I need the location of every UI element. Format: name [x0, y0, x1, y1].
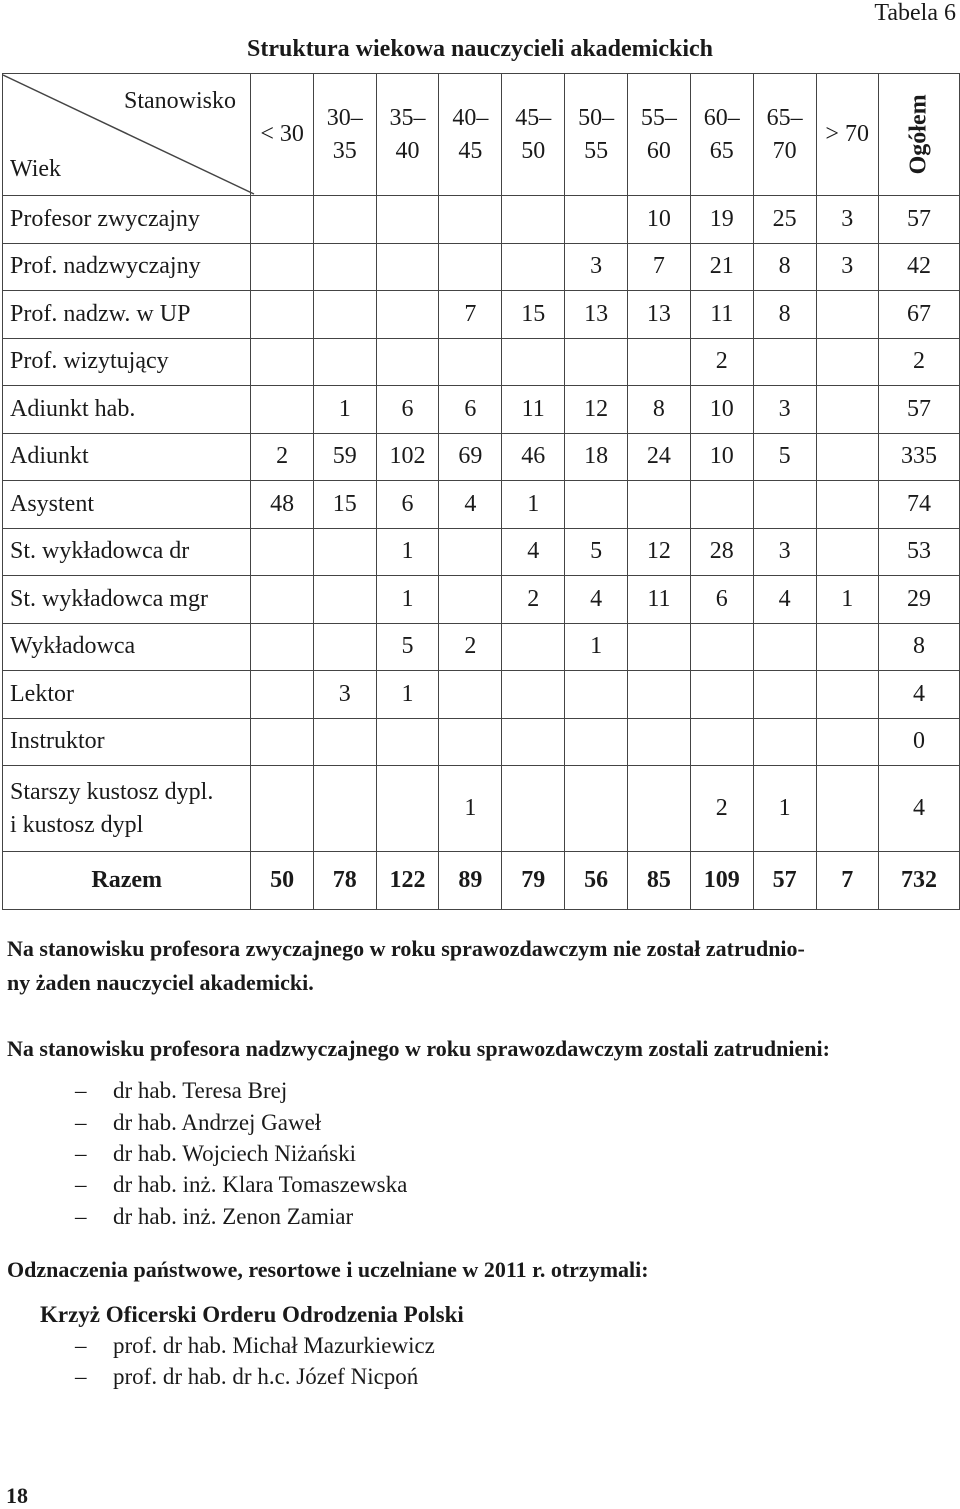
table-cell: 1 — [753, 766, 816, 852]
table-cell: 6 — [376, 481, 439, 529]
table-cell — [313, 576, 376, 624]
table-cell: 1 — [376, 528, 439, 576]
page-number: 18 — [6, 1483, 28, 1508]
table-cell: 59 — [313, 433, 376, 481]
razem-cell: 56 — [565, 852, 628, 910]
table-cell: 4 — [502, 528, 565, 576]
table-cell: 48 — [251, 481, 313, 529]
hired-list-item: – dr hab. inż. Klara Tomaszewska — [75, 1172, 408, 1197]
razem-cell: 50 — [251, 852, 313, 910]
table-cell — [251, 386, 313, 434]
row-total: 0 — [878, 718, 959, 766]
table-cell: 102 — [376, 433, 439, 481]
table-cell: 1 — [565, 623, 628, 671]
table-row — [3, 766, 960, 852]
table-cell — [313, 766, 376, 852]
table-cell — [313, 291, 376, 339]
table-row — [3, 671, 960, 719]
table-cell: 3 — [816, 196, 878, 244]
table-cell: 2 — [251, 433, 313, 481]
awardee-list-item: – prof. dr hab. dr h.c. Józef Nicpoń — [75, 1364, 419, 1389]
table-cell — [251, 196, 313, 244]
table-cell: 3 — [753, 528, 816, 576]
table-cell — [816, 623, 878, 671]
table-cell — [502, 338, 565, 386]
table-cell: 6 — [376, 386, 439, 434]
hired-list-item: – dr hab. Wojciech Niżański — [75, 1141, 356, 1166]
table-cell: 4 — [439, 481, 502, 529]
table-row — [3, 433, 960, 481]
table-cell: 15 — [502, 291, 565, 339]
age-group-header: 40– 45 — [439, 74, 502, 196]
table-cell: 2 — [690, 766, 753, 852]
row-label: Prof. nadzwyczajny — [3, 243, 251, 291]
table-cell — [313, 243, 376, 291]
table-cell — [251, 528, 313, 576]
age-group-header: 50– 55 — [565, 74, 628, 196]
table-cell: 5 — [565, 528, 628, 576]
table-cell: 13 — [565, 291, 628, 339]
table-cell: 19 — [690, 196, 753, 244]
table-cell: 12 — [565, 386, 628, 434]
table-cell: 1 — [502, 481, 565, 529]
table-cell: 28 — [690, 528, 753, 576]
table-row — [3, 291, 960, 339]
table-cell — [313, 623, 376, 671]
awardee-list-item: – prof. dr hab. Michał Mazurkiewicz — [75, 1333, 435, 1358]
table-cell: 15 — [313, 481, 376, 529]
row-total: 2 — [878, 338, 959, 386]
row-total: 4 — [878, 671, 959, 719]
age-group-header: 30– 35 — [313, 74, 376, 196]
table-cell: 1 — [439, 766, 502, 852]
table-cell: 7 — [439, 291, 502, 339]
razem-cell: 78 — [313, 852, 376, 910]
table-cell: 1 — [816, 576, 878, 624]
table-row — [3, 576, 960, 624]
razem-row — [3, 852, 960, 910]
razem-cell: 89 — [439, 852, 502, 910]
note-profesor-zwyczajny-line1: Na stanowisku profesora zwyczajnego w roku sprawozdawczym nie został zatrudnio- — [7, 936, 805, 961]
razem-total: 732 — [878, 852, 959, 910]
table-cell: 10 — [690, 433, 753, 481]
row-label: Prof. nadzw. w UP — [3, 291, 251, 339]
table-cell: 8 — [753, 243, 816, 291]
table-cell: 69 — [439, 433, 502, 481]
hired-list-item: – dr hab. Andrzej Gaweł — [75, 1110, 322, 1135]
row-label: Starszy kustosz dypl. i kustosz dypl — [3, 766, 251, 852]
table-cell — [816, 338, 878, 386]
table-cell — [251, 671, 313, 719]
razem-cell: 85 — [628, 852, 691, 910]
row-label: Lektor — [3, 671, 251, 719]
table-row — [3, 196, 960, 244]
age-group-header: 35– 40 — [376, 74, 439, 196]
table-cell — [816, 718, 878, 766]
table-cell: 10 — [628, 196, 691, 244]
table-cell — [251, 291, 313, 339]
table-cell — [251, 243, 313, 291]
table-cell: 2 — [439, 623, 502, 671]
row-total: 53 — [878, 528, 959, 576]
table-cell: 11 — [628, 576, 691, 624]
table-cell — [313, 196, 376, 244]
table-cell — [376, 718, 439, 766]
table-cell: 12 — [628, 528, 691, 576]
row-label: Profesor zwyczajny — [3, 196, 251, 244]
table-cell — [565, 718, 628, 766]
table-cell — [816, 671, 878, 719]
table-cell — [251, 623, 313, 671]
hired-list-item: – dr hab. inż. Zenon Zamiar — [75, 1204, 354, 1229]
table-cell: 11 — [690, 291, 753, 339]
note-profesor-zwyczajny-line2: ny żaden nauczyciel akademicki. — [7, 970, 314, 995]
table-cell — [628, 338, 691, 386]
row-label: St. wykładowca dr — [3, 528, 251, 576]
row-label: St. wykładowca mgr — [3, 576, 251, 624]
row-label: Adiunkt — [3, 433, 251, 481]
header-stanowisko-label: Stanowisko — [124, 88, 237, 114]
razem-label: Razem — [3, 852, 251, 910]
table-cell — [816, 386, 878, 434]
table-cell: 4 — [565, 576, 628, 624]
table-cell — [628, 481, 691, 529]
awards-heading: Odznaczenia państwowe, resortowe i uczelniane w 2011 r. otrzymali: — [7, 1257, 649, 1282]
table-cell — [816, 433, 878, 481]
table-cell: 6 — [690, 576, 753, 624]
table-cell — [753, 623, 816, 671]
table-cell — [690, 671, 753, 719]
table-cell: 1 — [376, 576, 439, 624]
table-cell — [690, 481, 753, 529]
table-row — [3, 243, 960, 291]
ogolem-header: Ogółem — [878, 74, 959, 196]
table-row — [3, 528, 960, 576]
table-cell — [628, 623, 691, 671]
table-cell — [753, 338, 816, 386]
table-cell — [816, 291, 878, 339]
header-wiek-label: Wiek — [10, 156, 62, 182]
table-cell — [439, 576, 502, 624]
table-cell — [502, 623, 565, 671]
row-label: Wykładowca — [3, 623, 251, 671]
table-cell: 3 — [313, 671, 376, 719]
table-cell — [565, 338, 628, 386]
table-cell: 2 — [502, 576, 565, 624]
table-cell — [439, 718, 502, 766]
table-cell — [628, 766, 691, 852]
table-cell — [816, 528, 878, 576]
row-label: Asystent — [3, 481, 251, 529]
table-cell: 5 — [753, 433, 816, 481]
row-total: 57 — [878, 196, 959, 244]
table-cell: 10 — [690, 386, 753, 434]
row-label: Instruktor — [3, 718, 251, 766]
table-cell — [313, 528, 376, 576]
table-cell: 8 — [753, 291, 816, 339]
table-cell — [628, 671, 691, 719]
table-cell: 25 — [753, 196, 816, 244]
table-cell — [628, 718, 691, 766]
row-total: 57 — [878, 386, 959, 434]
row-total: 29 — [878, 576, 959, 624]
table-row — [3, 718, 960, 766]
age-group-header: 45– 50 — [502, 74, 565, 196]
table-row — [3, 386, 960, 434]
razem-cell: 7 — [816, 852, 878, 910]
table-cell — [251, 338, 313, 386]
razem-cell: 79 — [502, 852, 565, 910]
table-cell — [376, 338, 439, 386]
table-cell — [376, 291, 439, 339]
table-cell — [502, 718, 565, 766]
row-label: Adiunkt hab. — [3, 386, 251, 434]
table-cell — [439, 243, 502, 291]
table-cell: 4 — [753, 576, 816, 624]
table-cell: 46 — [502, 433, 565, 481]
table-cell: 2 — [690, 338, 753, 386]
table-cell: 13 — [628, 291, 691, 339]
table-cell — [502, 671, 565, 719]
table-cell: 1 — [313, 386, 376, 434]
table-cell: 1 — [376, 671, 439, 719]
table-row — [3, 481, 960, 529]
razem-cell: 122 — [376, 852, 439, 910]
age-group-header: < 30 — [251, 74, 313, 196]
table-cell — [502, 196, 565, 244]
table-cell — [565, 671, 628, 719]
row-total: 335 — [878, 433, 959, 481]
table-cell: 3 — [816, 243, 878, 291]
table-cell: 6 — [439, 386, 502, 434]
table-cell — [251, 576, 313, 624]
table-cell: 24 — [628, 433, 691, 481]
table-cell — [816, 481, 878, 529]
table-cell — [565, 481, 628, 529]
table-cell — [753, 718, 816, 766]
razem-cell: 109 — [690, 852, 753, 910]
table-cell: 3 — [565, 243, 628, 291]
razem-cell: 57 — [753, 852, 816, 910]
table-cell: 11 — [502, 386, 565, 434]
table-cell: 3 — [753, 386, 816, 434]
table-cell — [565, 196, 628, 244]
table-cell — [502, 243, 565, 291]
table-cell: 21 — [690, 243, 753, 291]
age-group-header: 60– 65 — [690, 74, 753, 196]
table-cell — [439, 528, 502, 576]
row-total: 42 — [878, 243, 959, 291]
table-row — [3, 338, 960, 386]
table-row — [3, 623, 960, 671]
age-group-header: 65– 70 — [753, 74, 816, 196]
table-cell: 18 — [565, 433, 628, 481]
age-group-header: > 70 — [816, 74, 878, 196]
table-cell — [376, 196, 439, 244]
table-cell — [690, 623, 753, 671]
table-cell: 5 — [376, 623, 439, 671]
table-cell — [251, 718, 313, 766]
table-cell: 7 — [628, 243, 691, 291]
table-cell — [565, 766, 628, 852]
table-cell — [816, 766, 878, 852]
table-cell — [439, 338, 502, 386]
table-number-label: Tabela 6 — [874, 0, 956, 26]
award-title: Krzyż Oficerski Orderu Odrodzenia Polski — [40, 1302, 464, 1327]
table-cell — [313, 338, 376, 386]
table-cell: 8 — [628, 386, 691, 434]
row-total: 8 — [878, 623, 959, 671]
table-cell — [439, 671, 502, 719]
table-cell — [439, 196, 502, 244]
table-cell — [753, 671, 816, 719]
row-total: 74 — [878, 481, 959, 529]
table-cell — [376, 766, 439, 852]
table-cell — [753, 481, 816, 529]
table-cell — [690, 718, 753, 766]
note-profesor-nadzwyczajny: Na stanowisku profesora nadzwyczajnego w roku sprawozdawczym zostali zatrudnieni: — [7, 1036, 830, 1061]
table-title: Struktura wiekowa nauczycieli akademickich — [247, 36, 713, 62]
hired-list-item: – dr hab. Teresa Brej — [75, 1078, 288, 1103]
table-cell — [502, 766, 565, 852]
table-cell — [313, 718, 376, 766]
row-total: 67 — [878, 291, 959, 339]
row-total: 4 — [878, 766, 959, 852]
table-cell — [376, 243, 439, 291]
row-label: Prof. wizytujący — [3, 338, 251, 386]
table-cell — [251, 766, 313, 852]
age-group-header: 55– 60 — [628, 74, 691, 196]
